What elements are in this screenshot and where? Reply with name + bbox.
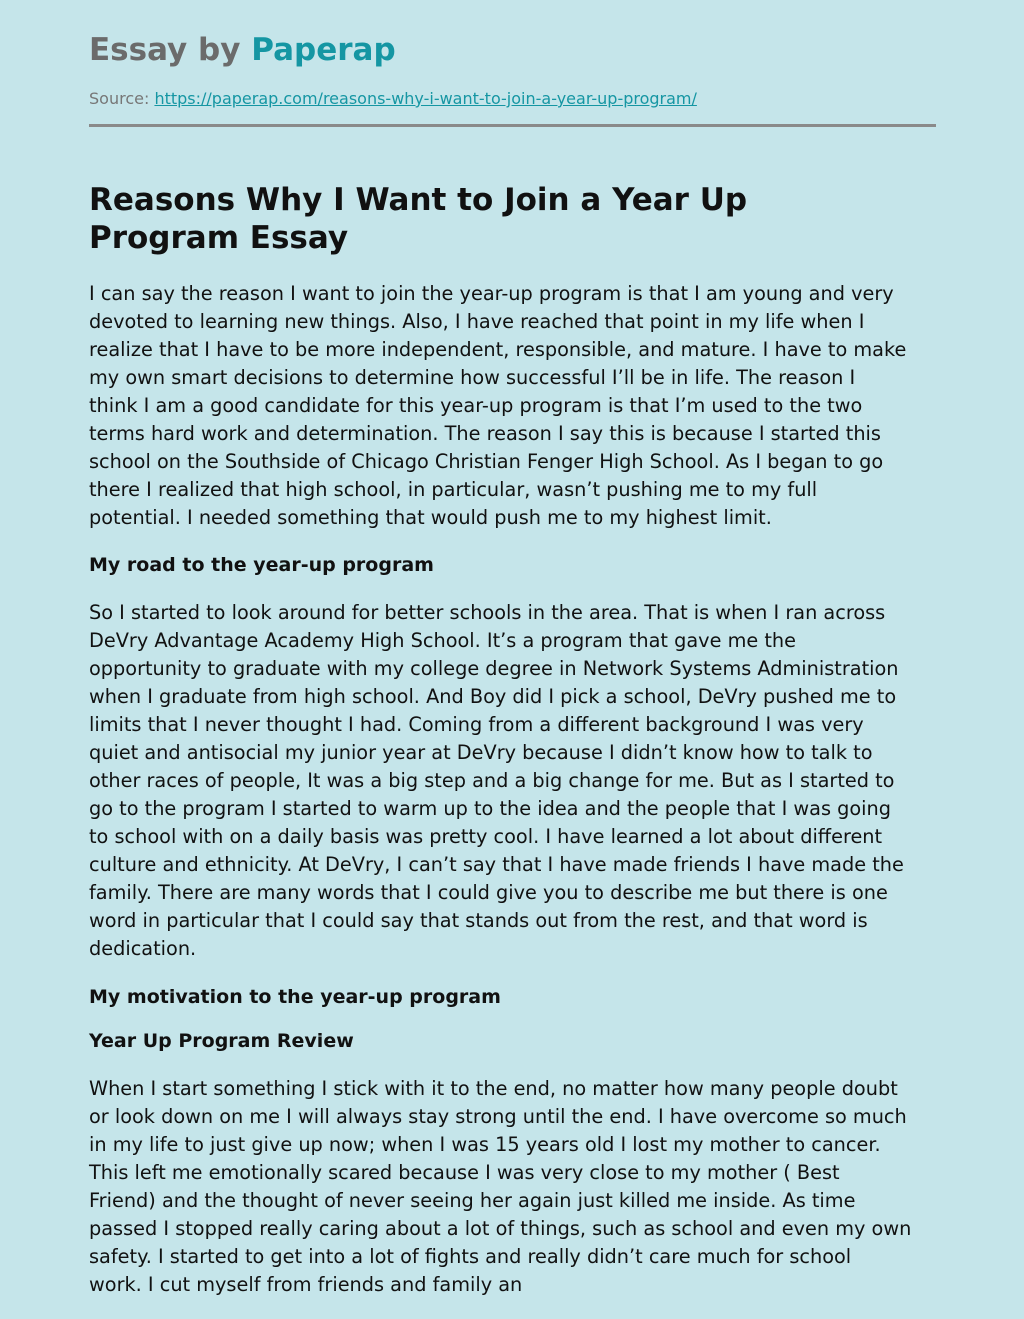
brand-name: Paperap	[251, 32, 396, 68]
essay-title: Reasons Why I Want to Join a Year Up Program Essay	[89, 182, 748, 256]
source-link[interactable]: https://paperap.com/reasons-why-i-want-to-join-a-year-up-program/	[154, 89, 697, 108]
header-divider	[89, 124, 936, 127]
site-brand[interactable]	[89, 30, 396, 70]
essay-paragraph-1: I can say the reason I want to join the year-up program is that I am young and very devoted to learning new things. Also, I have reached that point in my life when I realize that I have to be more independent, responsible, and mature. I have to make my own smart decisions to determine how successful I’ll be in life. The reason I think I am a good candidate for this year-up program is that I’m used to the two terms hard work and determination. The reason I say this is because I started this school on the Southside of Chicago Christian Fenger High School. As I began to go there I realized that high school, in particular, wasn’t pushing me to my full potential. I needed something that would push me to my highest limit.	[89, 282, 907, 529]
essay-paragraph-3: When I start something I stick with it to the end, no matter how many people doubt or look down on me I will always stay strong until the end. I have overcome so much in my life to just give up now; when I was 15 years old I lost my mother to cancer. This left me emotionally scared because I was very close to my mother ( Best Friend) and the thought of never seeing her again just killed me inside. As time passed I stopped really caring about a lot of things, such as school and even my own safety. I started to get into a lot of fights and really didn’t care much for school work. I cut myself from friends and family an	[89, 1077, 912, 1296]
essay-paragraph-2: So I started to look around for better schools in the area. That is when I ran across DeVry Advantage Academy High School. It’s a program that gave me the opportunity to graduate with my college degree in Network Systems Administration when I graduate from high school. And Boy did I pick a school, DeVry pushed me to limits that I never thought I had. Coming from a different background I was very quiet and antisocial my junior year at DeVry because I didn’t know how to talk to other races of people, It was a big step and a big change for me. But as I started to go to the program I started to warm up to the idea and the people that I was going to school with on a daily basis was pretty cool. I have learned a lot about different culture and ethnicity. At DeVry, I can’t say that I have made friends I have made the family. There are many words that I could give you to describe me but there is one word in particular that I could say that stands out from the rest, and that word is dedication.	[89, 601, 904, 960]
section-heading-road: My road to the year-up program	[89, 554, 434, 576]
source-line	[89, 89, 697, 109]
section-heading-motivation: My motivation to the year-up program	[89, 986, 501, 1008]
section-heading-review: Year Up Program Review	[89, 1030, 354, 1052]
brand-prefix: Essay by	[89, 32, 241, 68]
source-label: Source:	[89, 89, 150, 108]
